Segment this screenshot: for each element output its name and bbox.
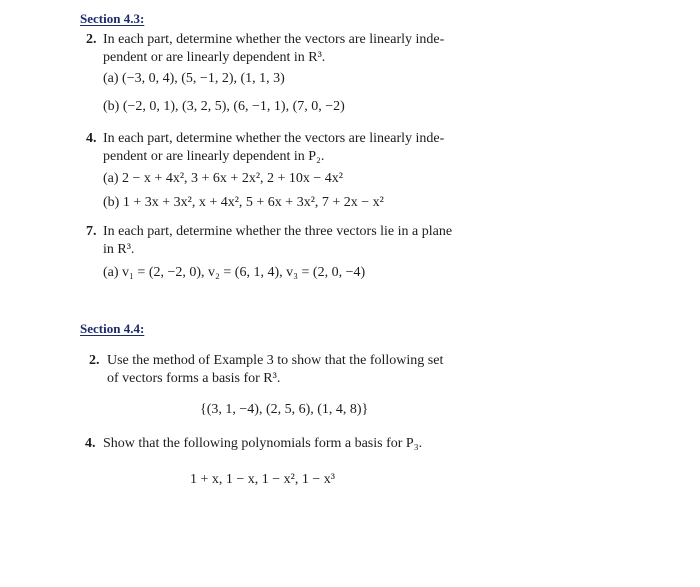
- vector-set-display: {(3, 1, −4), (2, 5, 6), (1, 4, 8)}: [200, 402, 369, 417]
- problem-number: 2.: [86, 32, 97, 47]
- problem-number: 7.: [86, 224, 97, 239]
- problem-text-line-1: Show that the following polynomials form a basis for P₃.: [103, 436, 423, 451]
- problem-text-line-1: In each part, determine whether the three vectors lie in a plane: [103, 224, 453, 239]
- problem-number: 4.: [85, 436, 96, 451]
- problem-number: 4.: [86, 131, 97, 146]
- problem-text-line-2: of vectors forms a basis for R³.: [107, 371, 281, 386]
- problem-text-line-2: pendent or are linearly dependent in R³.: [103, 50, 326, 65]
- section-4-3-heading: Section 4.3:: [80, 11, 145, 26]
- problem-part-b: (b) (−2, 0, 1), (3, 2, 5), (6, −1, 1), (7, 0, −2): [103, 99, 345, 114]
- problem-part-a: (a) v₁ = (2, −2, 0), v₂ = (6, 1, 4), v₃ = (2, 0, −4): [103, 265, 366, 280]
- problem-text-line-1: In each part, determine whether the vectors are linearly inde-: [103, 32, 445, 47]
- problem-part-a: (a) 2 − x + 4x², 3 + 6x + 2x², 2 + 10x − 4x²: [103, 171, 344, 186]
- problem-text-line-1: In each part, determine whether the vectors are linearly inde-: [103, 131, 445, 146]
- problem-number: 2.: [89, 353, 100, 368]
- problem-text-line-1: Use the method of Example 3 to show that the following set: [107, 353, 444, 368]
- polynomial-list-display: 1 + x, 1 − x, 1 − x², 1 − x³: [190, 472, 335, 487]
- section-4-4-heading: Section 4.4:: [80, 321, 145, 336]
- problem-text-line-2: pendent or are linearly dependent in P₂.: [103, 149, 325, 164]
- problem-part-b: (b) 1 + 3x + 3x², x + 4x², 5 + 6x + 3x², 7 + 2x − x²: [103, 195, 384, 210]
- problem-part-a: (a) (−3, 0, 4), (5, −1, 2), (1, 1, 3): [103, 71, 285, 86]
- problem-text-line-2: in R³.: [103, 242, 135, 257]
